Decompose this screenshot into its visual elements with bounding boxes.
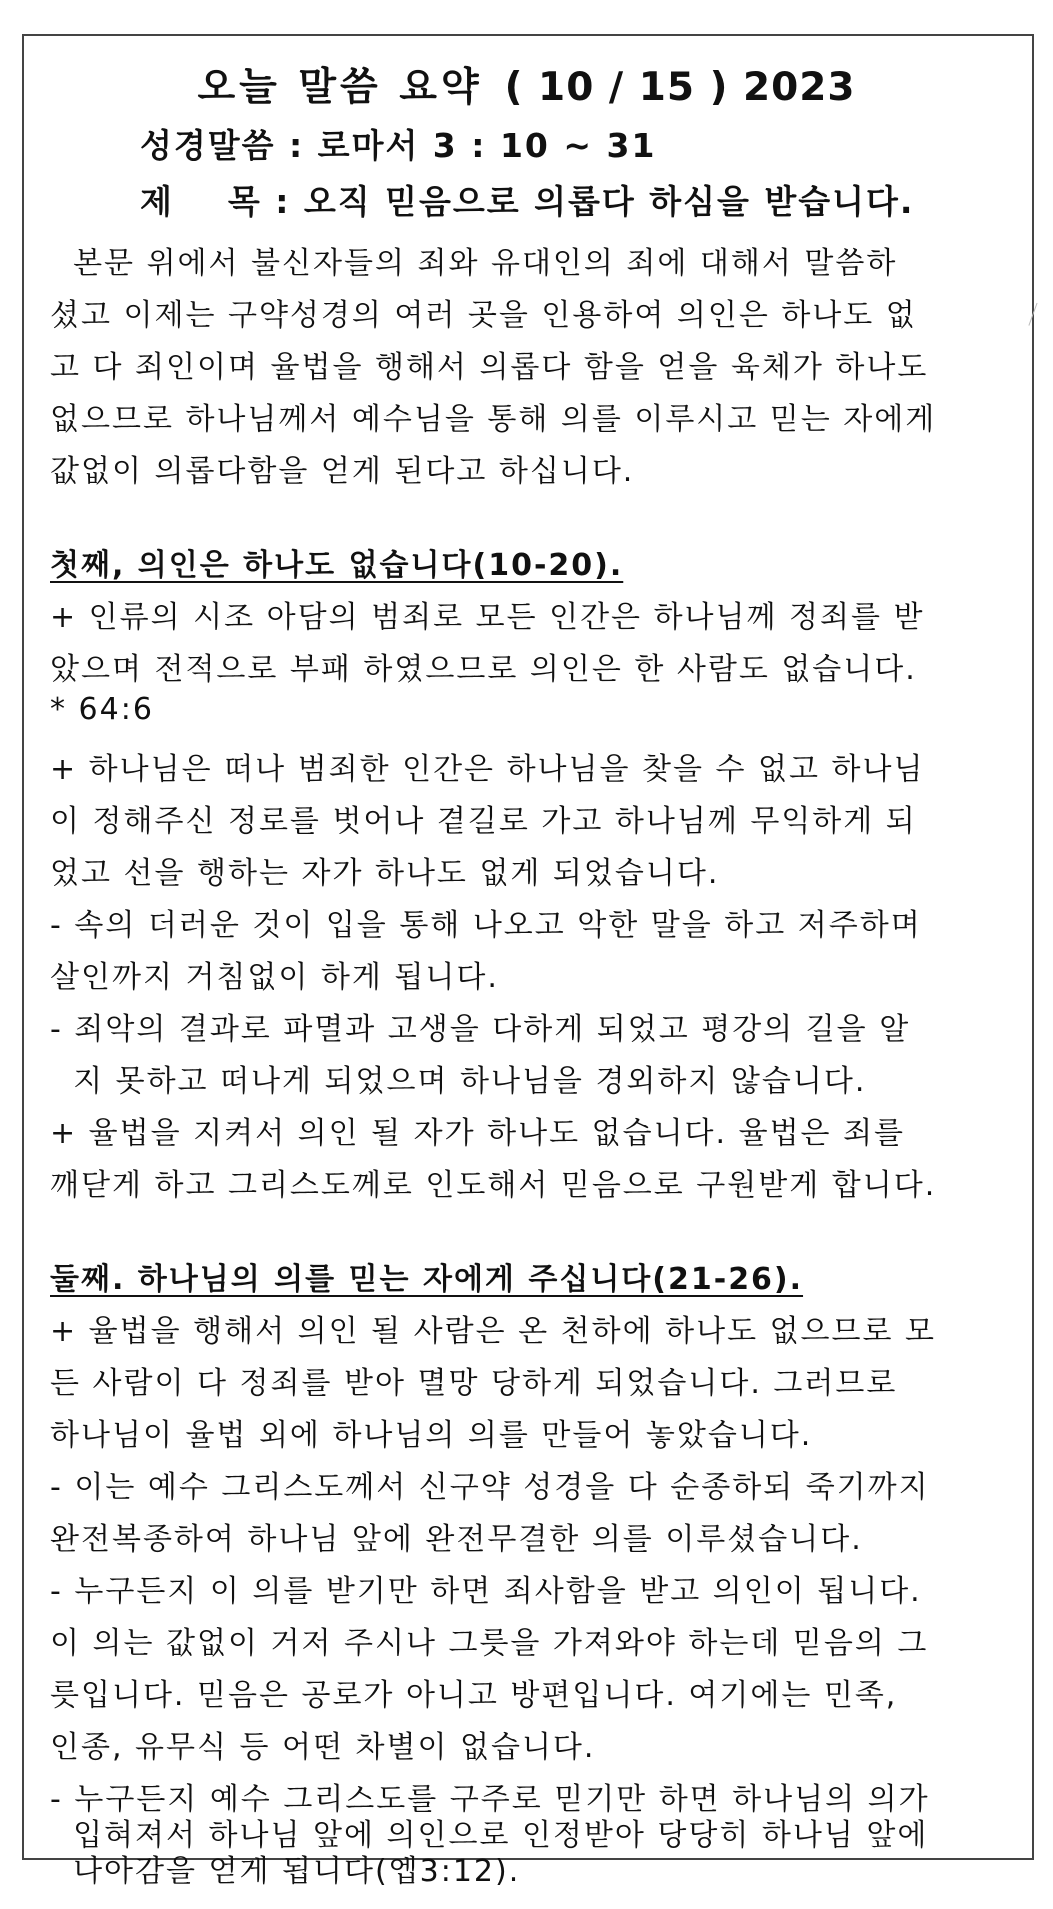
section-1-line: 았으며 전적으로 부패 하였으므로 의인은 한 사람도 없습니다.: [50, 652, 917, 687]
section-2-line: 이 의는 값없이 거저 주시나 그릇을 가져와야 하는데 믿음의 그: [50, 1626, 929, 1661]
section-1-line: - 죄악의 결과로 파멸과 고생을 다하게 되었고 평강의 길을 알: [50, 1012, 911, 1047]
section-1-line: + 율법을 지켜서 의인 될 자가 하나도 없습니다. 율법은 죄를: [50, 1116, 906, 1151]
section-2-line: - 누구든지 예수 그리스도를 구주로 믿기만 하면 하나님의 의가: [50, 1782, 930, 1817]
section-2-line: - 누구든지 이 의를 받기만 하면 죄사함을 받고 의인이 됩니다.: [50, 1574, 922, 1609]
section-1-heading: 첫째, 의인은 하나도 없습니다(10-20).: [50, 548, 624, 583]
section-1-line: 이 정해주신 정로를 벗어나 곁길로 가고 하나님께 무익하게 되: [50, 804, 917, 839]
sermon-subject: 제 목 : 오직 믿음으로 의롭다 하심을 받습니다.: [140, 182, 915, 221]
section-2-line: 릇입니다. 믿음은 공로가 아니고 방편입니다. 여기에는 민족,: [50, 1678, 898, 1713]
section-2-line: 하나님이 율법 외에 하나님의 의를 만들어 놓았습니다.: [50, 1418, 813, 1453]
title-text: 오늘 말씀 요약: [197, 65, 483, 110]
intro-line: 셨고 이제는 구약성경의 여러 곳을 인용하여 의인은 하나도 없: [50, 298, 917, 333]
intro-line: 값없이 의롭다함을 얻게 된다고 하십니다.: [50, 454, 635, 489]
section-2-line: 든 사람이 다 정죄를 받아 멸망 당하게 되었습니다. 그러므로: [50, 1366, 898, 1401]
section-1-line: * 64:6: [50, 692, 154, 727]
section-1-line: 었고 선을 행하는 자가 하나도 없게 되었습니다.: [50, 856, 720, 891]
section-1-line: 지 못하고 떠나게 되었으며 하나님을 경외하지 않습니다.: [50, 1064, 867, 1099]
section-2-line: 완전복종하여 하나님 앞에 완전무결한 의를 이루셨습니다.: [50, 1522, 863, 1557]
section-1-line: 깨닫게 하고 그리스도께로 인도해서 믿음으로 구원받게 합니다.: [50, 1168, 937, 1203]
section-1-line: + 인류의 시조 아담의 범죄로 모든 인간은 하나님께 정죄를 받: [50, 600, 925, 635]
section-1-line: 살인까지 거침없이 하게 됩니다.: [50, 960, 499, 995]
section-1-line: + 하나님은 떠나 범죄한 인간은 하나님을 찾을 수 없고 하나님: [50, 752, 925, 787]
page-title: [0, 56, 1053, 112]
intro-line: 없으므로 하나님께서 예수님을 통해 의를 이루시고 믿는 자에게: [50, 402, 937, 437]
section-2-line: - 이는 예수 그리스도께서 신구약 성경을 다 순종하되 죽기까지: [50, 1470, 930, 1505]
scripture-reference: 성경말씀 : 로마서 3 : 10 ~ 31: [140, 126, 657, 165]
section-2-line: + 율법을 행해서 의인 될 사람은 온 천하에 하나도 없으므로 모: [50, 1314, 937, 1349]
section-2-line: 입혀져서 하나님 앞에 의인으로 인정받아 당당히 하나님 앞에: [50, 1818, 929, 1853]
title-date: ( 10 / 15 ) 2023: [504, 65, 856, 110]
section-2-line: 인종, 유무식 등 어떤 차별이 없습니다.: [50, 1730, 596, 1765]
intro-line: 고 다 죄인이며 율법을 행해서 의롭다 함을 얻을 육체가 하나도: [50, 350, 929, 385]
section-2-heading: 둘째. 하나님의 의를 믿는 자에게 주십니다(21-26).: [50, 1262, 804, 1297]
section-1-line: - 속의 더러운 것이 입을 통해 나오고 악한 말을 하고 저주하며: [50, 908, 922, 943]
intro-line: 본문 위에서 불신자들의 죄와 유대인의 죄에 대해서 말씀하: [50, 246, 898, 281]
section-2-line: 나아감을 얻게 됩니다(엡3:12).: [50, 1854, 521, 1889]
